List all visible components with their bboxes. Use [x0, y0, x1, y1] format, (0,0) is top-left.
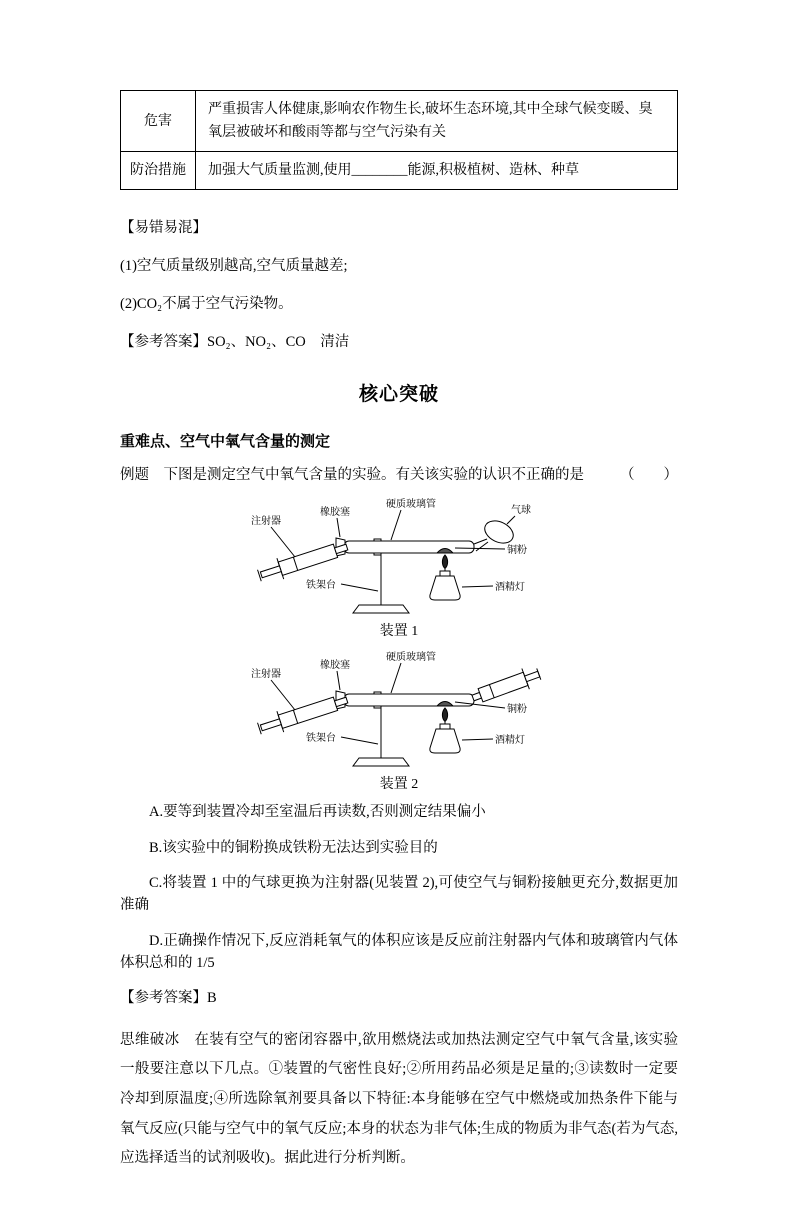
section-title: 核心突破	[358, 384, 439, 406]
alcohol-lamp-label: 酒精灯	[495, 582, 525, 594]
table-row	[121, 91, 678, 152]
mixup-answer: 【参考答案】SO₂、NO₂、CO 清洁	[120, 333, 350, 350]
option-d: D.正确操作情况下,反应消耗氧气的体积应该是反应前注射器内气体和玻璃管内气体体积总和的 1/5	[120, 932, 678, 972]
row-label-harm: 危害	[121, 91, 196, 152]
answer-bracket: （ ）	[620, 467, 678, 484]
syringe-label: 注射器	[251, 516, 281, 528]
copper-powder-label: 铜粉	[507, 545, 527, 557]
glass-tube-label: 硬质玻璃管	[386, 652, 436, 664]
mixup-title: 【易错易混】	[120, 220, 207, 237]
mixup-item-1: (1)空气质量级别越高,空气质量越差;	[120, 258, 348, 275]
apparatus-diagram-2	[249, 648, 549, 793]
diagram-1-caption: 装置 1	[379, 624, 419, 640]
analysis-paragraph: 思维破冰 在装有空气的密闭容器中,欲用燃烧法或加热法测定空气中氧气含量,该实验一般要注意以下几点。①装置的气密性良好;②所用药品必须是足量的;③读数时一定要冷却到原温度;④所选除氧剂要具备以下特征:本身能够在空气中燃烧或加热条件下能与氧气反应(只能与空气中的氧气反应;本身的状态为非气体;生成的物质为非气态(若为气态,应选择适当的试剂吸收)。据此进行分析判断。	[120, 1031, 678, 1167]
balloon-label: 气球	[511, 505, 531, 517]
row-content-harm: 严重损害人体健康,影响农作物生长,破坏生态环境,其中全球气候变暖、臭氧层被破坏和酸雨等都与空气污染有关	[196, 91, 678, 152]
row-label-prevention: 防治措施	[121, 152, 196, 190]
example-stem-row	[120, 465, 678, 487]
mixup-item-2: (2)CO₂不属于空气污染物。	[120, 295, 293, 312]
iron-stand-label: 铁架台	[306, 733, 336, 745]
table-row	[121, 152, 678, 190]
apparatus-drawing-1	[249, 495, 549, 619]
rubber-stopper-label: 橡胶塞	[320, 660, 350, 672]
rubber-stopper-label: 橡胶塞	[320, 507, 350, 519]
row-content-prevention: 加强大气质量监测,使用________能源,积极植树、造林、种草	[196, 152, 678, 190]
diagram-2-caption: 装置 2	[379, 777, 419, 793]
pollution-info-table	[120, 90, 678, 190]
copper-powder-label: 铜粉	[507, 704, 527, 716]
key-point-subtitle: 重难点、空气中氧气含量的测定	[120, 434, 331, 451]
syringe-label: 注射器	[251, 669, 281, 681]
example-answer: 【参考答案】B	[120, 989, 217, 1006]
option-b: B.该实验中的铜粉换成铁粉无法达到实验目的	[149, 839, 438, 856]
apparatus-drawing-2	[249, 648, 549, 772]
example-stem: 例题 下图是测定空气中氧气含量的实验。有关该实验的认识不正确的是	[120, 467, 584, 484]
option-c: C.将装置 1 中的气球更换为注射器(见装置 2),可使空气与铜粉接触更充分,数据更加准确	[120, 874, 678, 914]
alcohol-lamp-label: 酒精灯	[495, 735, 525, 747]
glass-tube-label: 硬质玻璃管	[386, 499, 436, 511]
apparatus-diagram-1	[249, 495, 549, 640]
iron-stand-label: 铁架台	[306, 580, 336, 592]
option-a: A.要等到装置冷却至室温后再读数,否则测定结果偏小	[149, 804, 486, 821]
